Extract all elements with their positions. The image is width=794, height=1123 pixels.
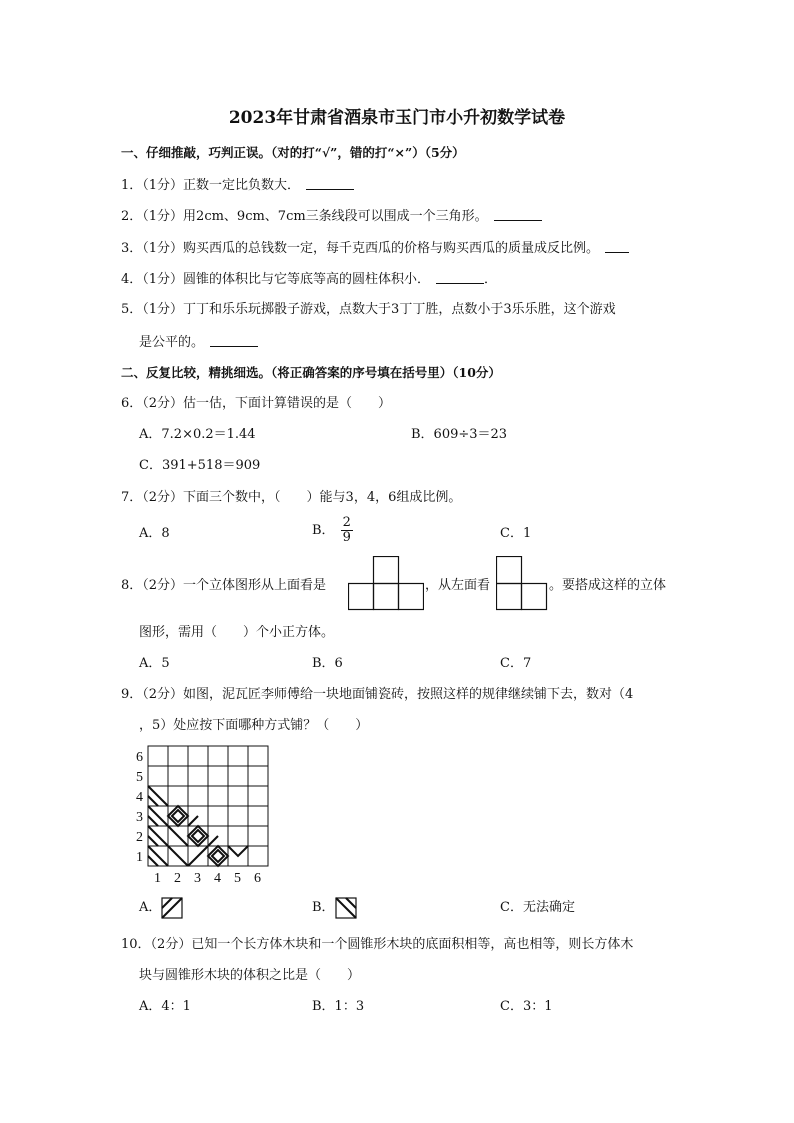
option-10c[interactable]: C．3：1 <box>500 999 553 1014</box>
question-3-text: 3．（1分）购买西瓜的总钱数一定，每千克西瓜的价格与购买西瓜的质量成反比例。 <box>121 241 600 256</box>
option-9b[interactable] <box>312 897 357 919</box>
section-1-heading: 一、仔细推敲，巧判正误。（对的打“√”，错的打“×”）（5分） <box>121 145 465 160</box>
question-3 <box>121 240 629 257</box>
top-view-figure <box>348 556 424 611</box>
question-8-line-2: 图形，需用（ ）个小正方体。 <box>139 625 335 640</box>
question-1 <box>121 177 354 194</box>
option-7c[interactable]: C．1 <box>500 526 532 541</box>
question-10-line-2: 块与圆锥形木块的体积之比是（ ） <box>139 968 361 983</box>
question-2-text: 2．（1分）用2cm、9cm、7cm三条线段可以围成一个三角形。 <box>121 209 488 224</box>
question-10-line-1: 10．（2分）已知一个长方体木块和一个圆锥形木块的底面积相等，高也相等，则长方体木 <box>121 937 634 952</box>
fraction-numerator: 2 <box>342 515 351 530</box>
answer-blank-5[interactable] <box>210 334 258 347</box>
question-4 <box>121 271 497 288</box>
y-label-6: 6 <box>136 750 143 765</box>
question-9-line-1: 9．（2分）如图，泥瓦匠李师傅给一块地面铺瓷砖，按照这样的规律继续铺下去，数对（4 <box>121 687 634 702</box>
option-7b[interactable] <box>312 516 353 545</box>
option-8c[interactable]: C．7 <box>500 656 532 671</box>
option-9b-label: B． <box>312 900 335 915</box>
question-6: 6．（2分）估一估，下面计算错误的是（ ） <box>121 396 392 411</box>
x-label-6: 6 <box>254 871 261 886</box>
x-label-2: 2 <box>174 871 181 886</box>
option-8a[interactable]: A．5 <box>139 656 170 671</box>
y-label-2: 2 <box>136 830 143 845</box>
option-6c[interactable]: C．391+518＝909 <box>139 458 261 473</box>
answer-blank-2[interactable] <box>494 208 542 221</box>
question-8-part-3: 。要搭成这样的立体 <box>549 578 667 593</box>
option-10b[interactable]: B．1：3 <box>312 999 365 1014</box>
option-10a[interactable]: A．4：1 <box>139 999 191 1014</box>
left-view-figure <box>496 556 548 611</box>
question-5-line-2 <box>139 334 258 351</box>
question-8-part-1: 8．（2分）一个立体图形从上面看是 <box>121 578 327 593</box>
option-7a[interactable]: A．8 <box>139 526 170 541</box>
option-8b[interactable]: B．6 <box>312 656 343 671</box>
y-label-3: 3 <box>136 810 143 825</box>
y-label-4: 4 <box>136 790 143 805</box>
x-label-3: 3 <box>194 871 201 886</box>
question-4-end: ． <box>484 272 498 287</box>
page-title: 2023年甘肃省酒泉市玉门市小升初数学试卷 <box>228 108 566 128</box>
x-label-5: 5 <box>234 871 241 886</box>
x-label-1: 1 <box>154 871 161 886</box>
answer-blank-4[interactable] <box>436 271 484 284</box>
option-6b[interactable]: B．609÷3＝23 <box>411 427 508 442</box>
answer-blank-3[interactable] <box>605 240 629 253</box>
y-label-5: 5 <box>136 770 143 785</box>
question-8-part-2: ，从左面看 <box>425 578 491 593</box>
section-2-heading: 二、反复比较，精挑细选。（将正确答案的序号填在括号里）（10分） <box>121 365 501 380</box>
fraction-denominator: 9 <box>342 530 351 545</box>
question-2 <box>121 208 542 225</box>
x-label-4: 4 <box>214 871 221 886</box>
tile-grid-figure <box>134 744 274 886</box>
option-9c[interactable]: C．无法确定 <box>500 900 575 915</box>
question-1-text: 1．（1分）正数一定比负数大． <box>121 178 301 193</box>
option-7b-label: B． <box>312 522 335 538</box>
tile-backslash-icon <box>335 897 357 919</box>
fraction-2-9 <box>341 516 353 545</box>
answer-blank-1[interactable] <box>306 177 354 190</box>
tile-slash-icon <box>161 897 183 919</box>
question-5-line-1: 5．（1分）丁丁和乐乐玩掷骰子游戏，点数大于3丁丁胜，点数小于3乐乐胜，这个游戏 <box>121 302 616 317</box>
question-5-text: 是公平的。 <box>139 335 205 350</box>
option-9a[interactable] <box>139 897 183 919</box>
option-9a-label: A． <box>139 900 162 915</box>
question-7: 7．（2分）下面三个数中，（ ）能与3，4，6组成比例。 <box>121 490 462 505</box>
question-9-line-2: ，5）处应按下面哪种方式铺？（ ） <box>139 718 369 733</box>
y-label-1: 1 <box>136 850 143 865</box>
option-6a[interactable]: A．7.2×0.2＝1.44 <box>139 427 256 442</box>
question-4-text: 4．（1分）圆锥的体积比与它等底等高的圆柱体积小． <box>121 272 431 287</box>
